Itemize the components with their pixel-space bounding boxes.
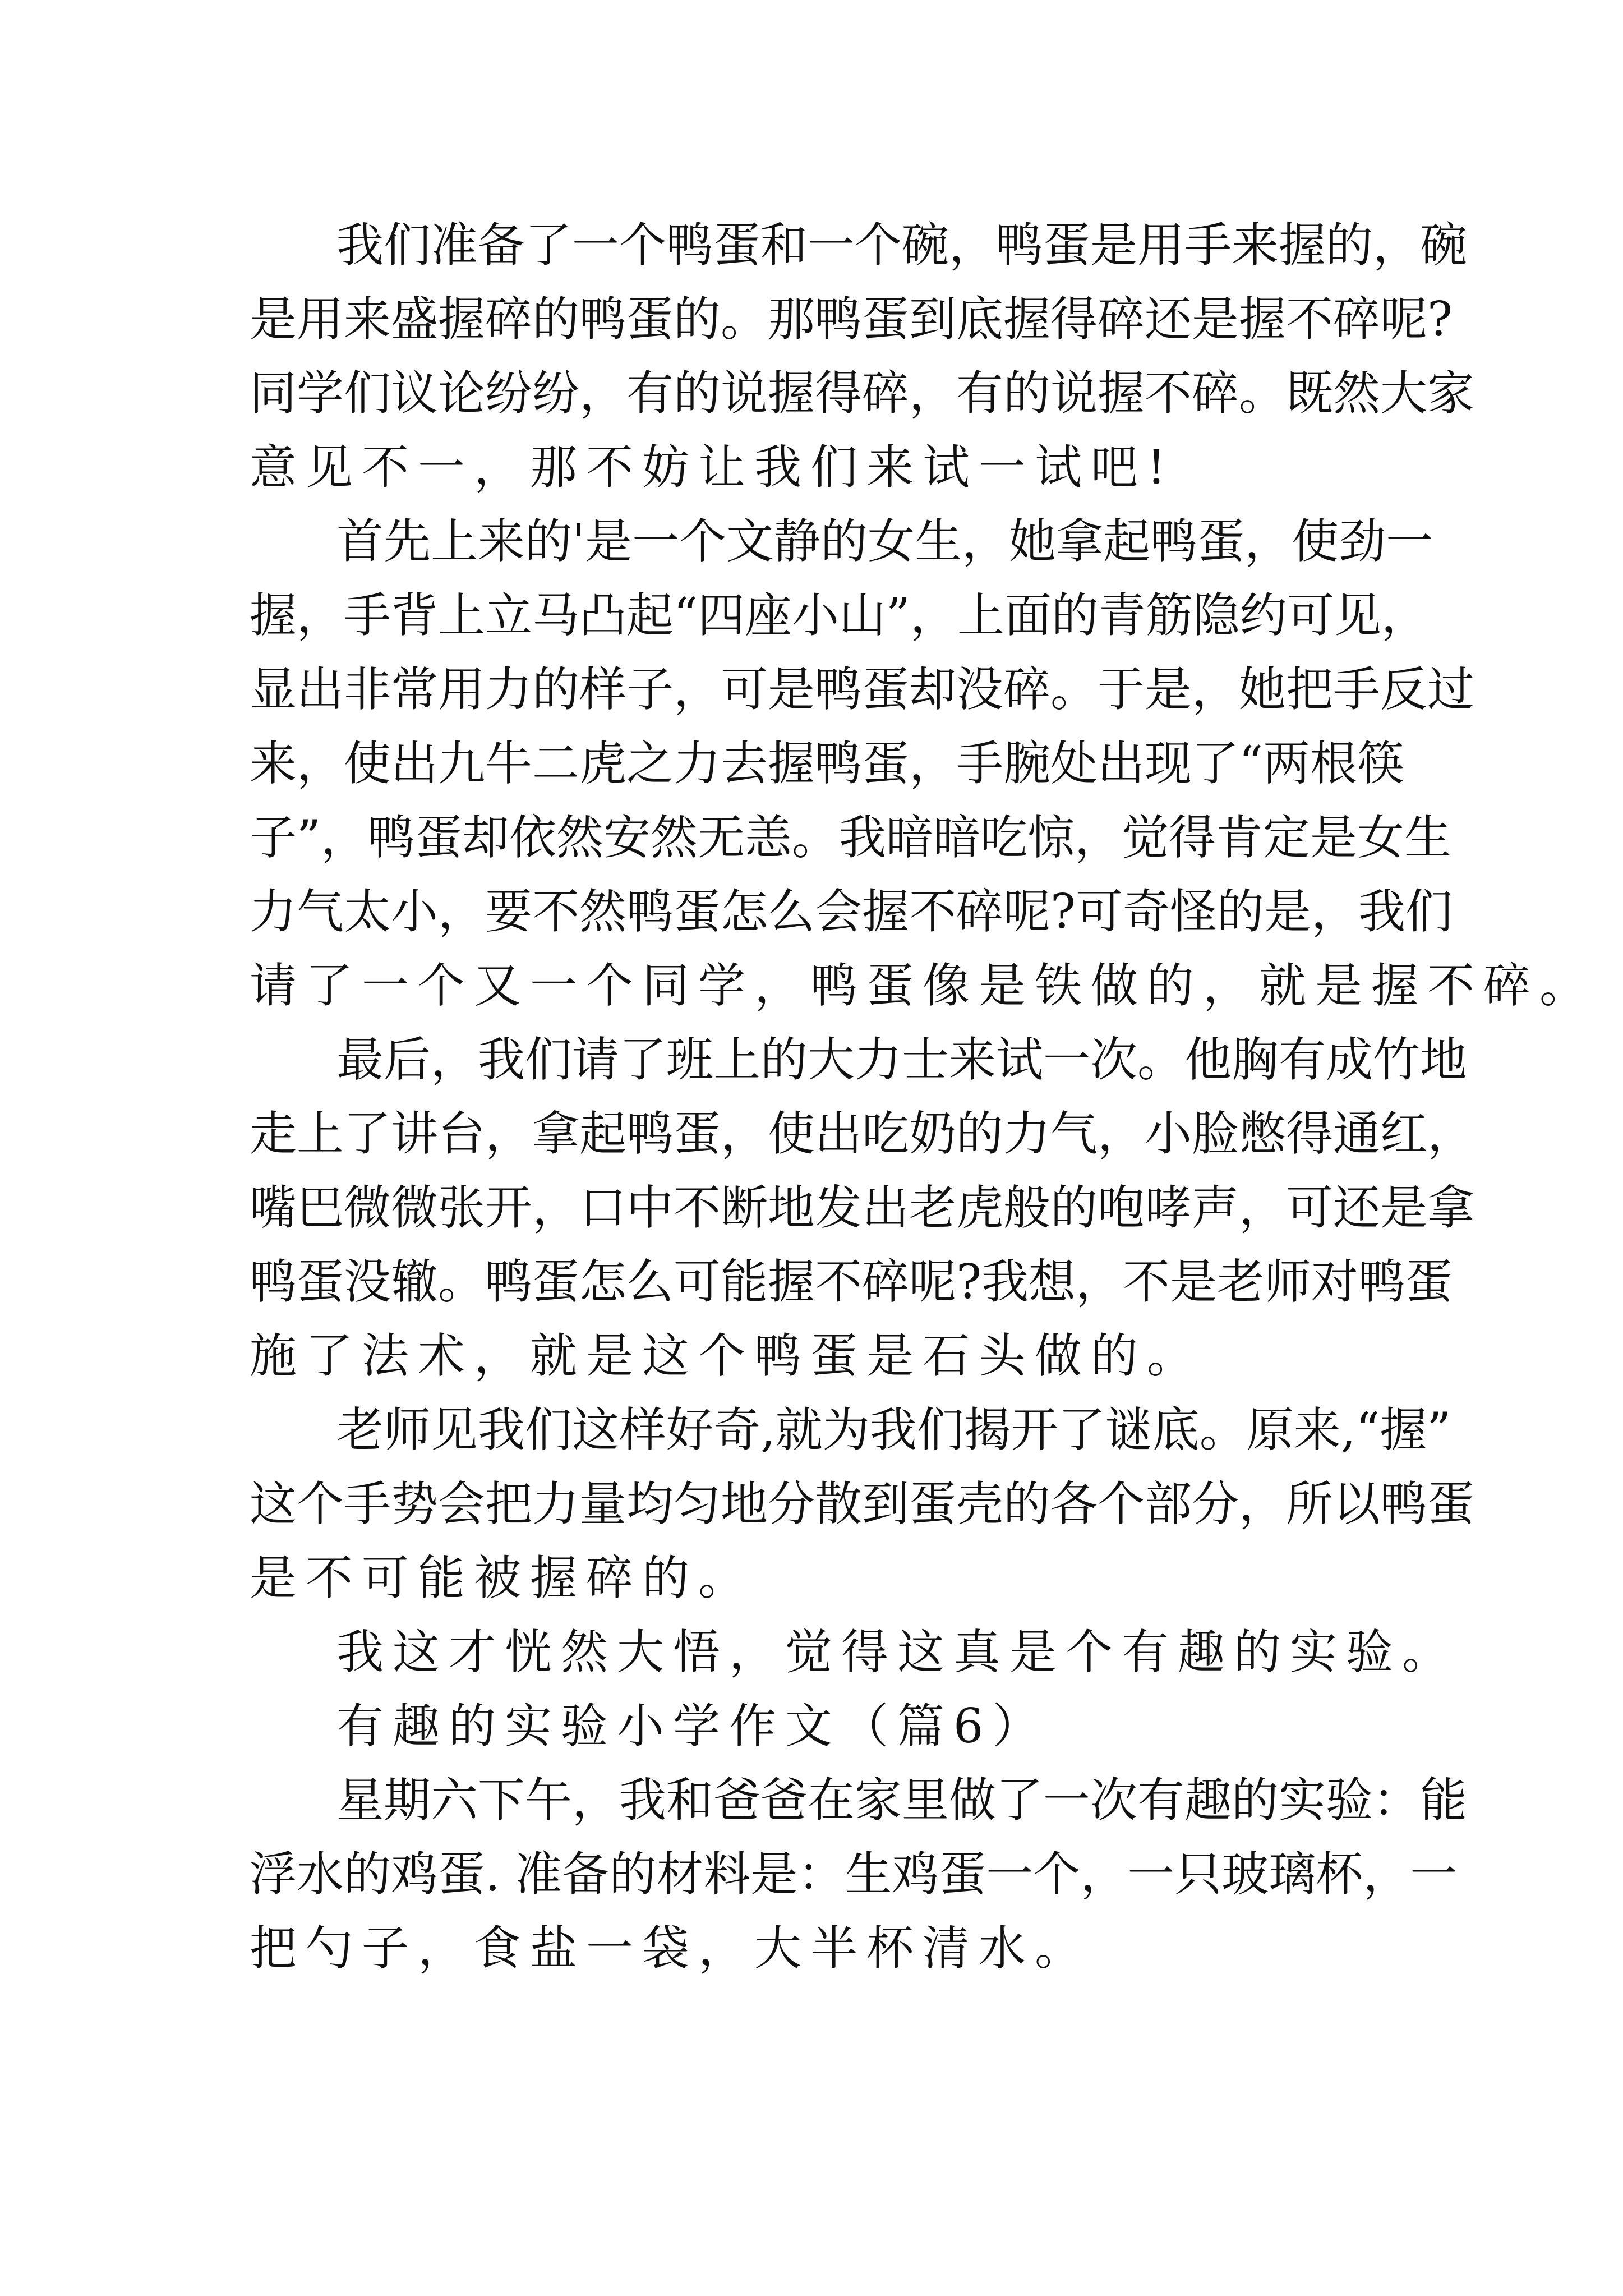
text-line: 意见不一，那不妨让我们来试一试吧! — [250, 440, 1175, 495]
text-line: 鸭蛋没辙。鸭蛋怎么可能握不碎呢?我想，不是老师对鸭蛋 — [250, 1254, 1453, 1309]
text-line: 浮水的鸡蛋. 准备的材料是：生鸡蛋一个，一只玻璃杯，一 — [250, 1847, 1458, 1902]
text-line: 请了一个又一个同学，鸭蛋像是铁做的，就是握不碎。 — [250, 958, 1596, 1013]
text-line: 星期六下午，我和爸爸在家里做了一次有趣的实验：能 — [336, 1773, 1468, 1828]
text-line: 老师见我们这样好奇,就为我们揭开了谜底。原来,“握” — [336, 1402, 1451, 1457]
text-line: 是用来盛握碎的鸭蛋的。那鸭蛋到底握得碎还是握不碎呢? — [250, 292, 1453, 347]
text-line: 这个手势会把力量均匀地分散到蛋壳的各个部分，所以鸭蛋 — [250, 1476, 1475, 1531]
text-line: 我们准备了一个鸭蛋和一个碗，鸭蛋是用手来握的，碗 — [336, 218, 1468, 273]
text-line: 子”，鸭蛋却依然安然无恙。我暗暗吃惊，觉得肯定是女生 — [250, 810, 1451, 865]
text-line: 嘴巴微微张开，口中不断地发出老虎般的咆哮声，可还是拿 — [250, 1180, 1475, 1235]
text-line: 施了法术，就是这个鸭蛋是石头做的。 — [250, 1328, 1204, 1383]
text-line: 同学们议论纷纷，有的说握得碎，有的说握不碎。既然大家 — [250, 366, 1475, 421]
text-line: 首先上来的'是一个文静的女生，她拿起鸭蛋，使劲一 — [336, 514, 1433, 569]
text-line: 来，使出九牛二虎之力去握鸭蛋，手腕处出现了“两根筷 — [250, 736, 1404, 791]
text-line: 把勺子，食盐一袋，大半杯清水。 — [250, 1921, 1091, 1976]
text-line: 握，手背上立马凸起“四座小山”，上面的青筋隐约可见， — [250, 588, 1428, 643]
text-line: 是不可能被握碎的。 — [250, 1550, 755, 1605]
text-line: 走上了讲台，拿起鸭蛋，使出吃奶的力气，小脸憋得通红， — [250, 1106, 1475, 1161]
text-line: 力气太小，要不然鸭蛋怎么会握不碎呢?可奇怪的是，我们 — [250, 884, 1453, 939]
text-line: 最后，我们请了班上的大力士来试一次。他胸有成竹地 — [336, 1032, 1468, 1087]
text-line: 显出非常用力的样子，可是鸭蛋却没碎。于是，她把手反过 — [250, 662, 1475, 717]
text-line: 我这才恍然大悟，觉得这真是个有趣的实验。 — [336, 1625, 1459, 1680]
section-heading: 有趣的实验小学作文（篇6） — [336, 1699, 1049, 1754]
